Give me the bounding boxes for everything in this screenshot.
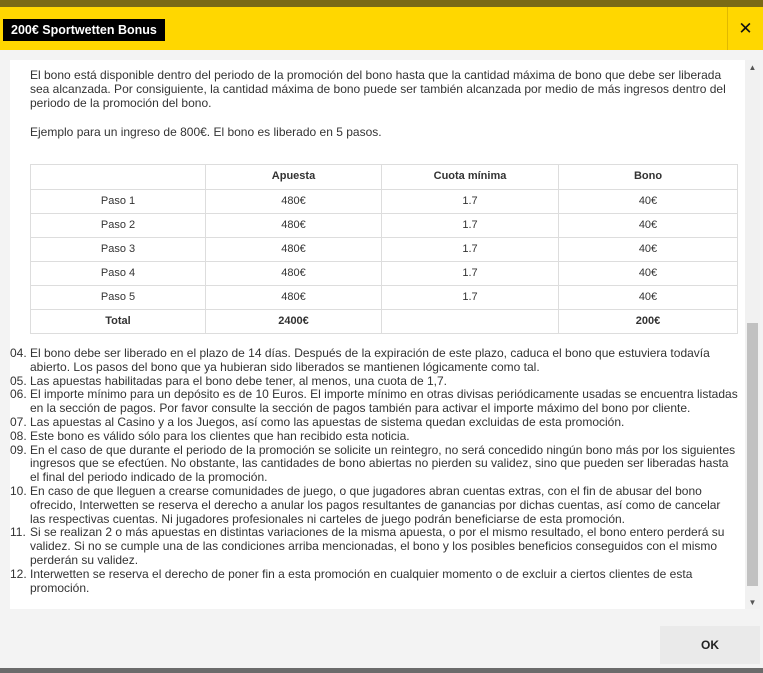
table-row	[31, 262, 738, 286]
total-label: Total	[31, 310, 206, 334]
terms-content[interactable]	[10, 60, 760, 609]
item-number: 05.	[10, 373, 27, 388]
table-cell: Paso 4	[31, 262, 206, 286]
table-row	[31, 214, 738, 238]
list-item	[10, 444, 738, 485]
list-item	[10, 526, 738, 567]
scrollbar-thumb[interactable]	[747, 323, 758, 586]
table-cell: 40€	[559, 286, 738, 310]
table-header: Apuesta	[206, 165, 382, 190]
item-text: En caso de que lleguen a crearse comunidades de juego, o que jugadores abran cuentas extras, con el fin de abusar del bono ofrecido, Interwetten se reserva el derecho a anular los pagos resultantes de ganancias por dichas cuentas, así como de cancelar las respectivas cuentas. Ni jugadores profesionales ni carteles de juego podrán beneficiarse de esta promoción.	[30, 483, 721, 526]
table-cell: 480€	[206, 190, 382, 214]
item-text: Las apuestas al Casino y a los Juegos, así como las apuestas de sistema quedan excluidas de esta promoción.	[30, 414, 625, 429]
bottom-strip	[0, 668, 763, 673]
total-bonus: 200€	[559, 310, 738, 334]
dialog-title: 200€ Sportwetten Bonus	[3, 19, 165, 41]
table-cell: Paso 2	[31, 214, 206, 238]
table-header-row	[31, 165, 738, 190]
list-item	[10, 568, 738, 596]
table-header: Cuota mínima	[382, 165, 559, 190]
item-number: 11.	[10, 525, 26, 540]
table-cell: 480€	[206, 286, 382, 310]
table-cell: 40€	[559, 238, 738, 262]
arrow-up-icon[interactable]: ▲	[748, 62, 757, 72]
item-number: 08.	[10, 428, 27, 443]
table-cell: 1.7	[382, 214, 559, 238]
table-cell: 1.7	[382, 190, 559, 214]
item-text: El importe mínimo para un depósito es de 10 Euros. El importe mínimo en otras divisas periódicamente usadas se encuentra listadas en la sección de pagos. Por favor consulte la sección de pagos también para activar el importe máximo del bono por cliente.	[30, 387, 738, 416]
item-number: 04.	[10, 346, 27, 360]
item-text: Interwetten se reserva el derecho de poner fin a esta promoción en cualquier momento o de excluir a ciertos clientes de esta promoción.	[30, 566, 693, 595]
list-item	[10, 416, 738, 430]
terms-list	[10, 347, 738, 595]
table-row	[31, 286, 738, 310]
list-item	[10, 375, 738, 389]
item-number: 07.	[10, 414, 27, 429]
table-total-row	[31, 310, 738, 334]
table-cell: 40€	[559, 190, 738, 214]
item-number: 10.	[10, 483, 27, 498]
table-cell: Paso 3	[31, 238, 206, 262]
table-cell: 480€	[206, 262, 382, 286]
list-item	[10, 388, 738, 416]
item-number: 09.	[10, 442, 27, 457]
item-text: En el caso de que durante el periodo de la promoción se solicite un reintegro, no será concedido ningún bono más por los siguientes ingresos que se efectúen. No obstante, las cantidades de bono abiertas no pierden su validez, sino que pueden ser liberadas hasta el final del periodo indicado de la promoción.	[30, 442, 736, 485]
item-number: 12.	[10, 566, 27, 581]
total-odds	[382, 310, 559, 334]
item-text: Si se realizan 2 o más apuestas en distintas variaciones de la misma apuesta, o por el mismo resultado, el bono entero perderá su validez. Si no se cumple una de las condiciones arriba mencionadas, el bono y los posibles beneficios conseguidos con el mismo perderán su validez.	[30, 525, 725, 567]
ok-button[interactable]: OK	[660, 626, 760, 664]
list-item	[10, 347, 738, 375]
table-cell: 1.7	[382, 238, 559, 262]
item-number: 06.	[10, 387, 27, 402]
arrow-down-icon[interactable]: ▼	[748, 597, 757, 607]
table-row	[31, 238, 738, 262]
list-item	[10, 485, 738, 526]
table-header	[31, 165, 206, 190]
close-icon: ✕	[738, 18, 753, 38]
table-cell: Paso 5	[31, 286, 206, 310]
bonus-steps-table	[30, 164, 738, 334]
top-strip	[0, 0, 763, 7]
table-cell: 1.7	[382, 262, 559, 286]
table-cell: 480€	[206, 238, 382, 262]
terms-scroll-area	[10, 60, 745, 609]
table-cell: 40€	[559, 262, 738, 286]
close-button[interactable]	[727, 7, 763, 50]
vertical-scrollbar[interactable]	[745, 60, 760, 609]
list-item	[10, 430, 738, 444]
table-header: Bono	[559, 165, 738, 190]
example-paragraph: Ejemplo para un ingreso de 800€. El bono es liberado en 5 pasos.	[30, 125, 382, 139]
table-cell: 1.7	[382, 286, 559, 310]
item-text: Este bono es válido sólo para los clientes que han recibido esta noticia.	[30, 428, 410, 443]
table-cell: Paso 1	[31, 190, 206, 214]
dialog-header	[0, 7, 763, 50]
total-stake: 2400€	[206, 310, 382, 334]
table-cell: 40€	[559, 214, 738, 238]
table-row	[31, 190, 738, 214]
intro-paragraph: El bono está disponible dentro del periodo de la promoción del bono hasta que la cantidad máxima de bono que debe ser liberada sea alcanzada. Por consiguiente, la cantidad máxima de bono puede ser también alcanzada por medio de más ingresos dentro del periodo de la promoción del bono.	[30, 68, 726, 110]
table-cell: 480€	[206, 214, 382, 238]
item-text: Las apuestas habilitadas para el bono debe tener, al menos, una cuota de 1,7.	[30, 373, 447, 388]
item-text: El bono debe ser liberado en el plazo de 14 días. Después de la expiración de este plazo, caduca el bono que estuviera todavía abierto. Los pasos del bono que ya hubieran sido liberados se mantienen lógicamente como tal.	[30, 346, 710, 374]
